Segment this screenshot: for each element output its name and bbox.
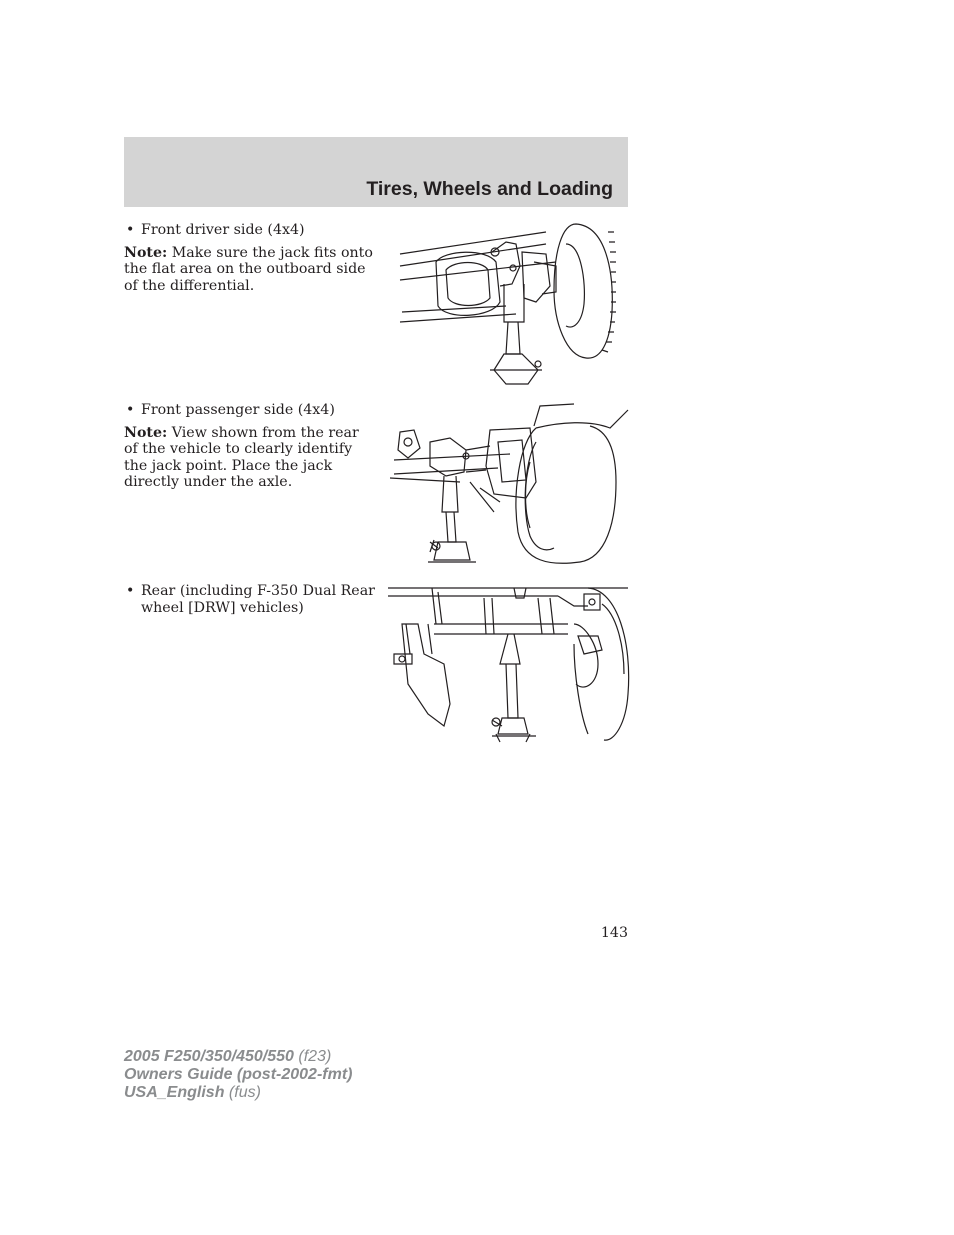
section-title: Tires, Wheels and Loading (366, 178, 613, 200)
footer-line-2: Owners Guide (post-2002-fmt) (124, 1066, 353, 1083)
bullet-front-passenger: • Front passenger side (4x4) (124, 402, 376, 419)
figure-rear-jack (388, 584, 632, 746)
jack-under-front-passenger-axle-icon (390, 402, 630, 568)
figure-front-passenger-jack (390, 402, 630, 568)
note-front-passenger (124, 425, 376, 491)
bullet-rear: • Rear (including F-350 Dual Rear wheel [DRW] vehicles) (124, 583, 376, 616)
section-rear (124, 583, 376, 622)
bullet-front-driver: • Front driver side (4x4) (124, 222, 376, 239)
note-text: Make sure the jack fits onto the flat area on the outboard side of the differential. (124, 244, 373, 294)
jack-under-front-driver-differential-icon (396, 222, 618, 390)
section-header-band (124, 137, 628, 207)
jack-under-rear-axle-icon (388, 584, 632, 746)
figure-front-driver-jack (396, 222, 618, 390)
section-front-passenger (124, 402, 376, 491)
note-text: View shown from the rear of the vehicle to clearly identify the jack point. Place the jack directly under the axle. (124, 424, 359, 490)
footer-line-1: 2005 F250/350/450/550 (f23) (124, 1048, 332, 1065)
document-footer (124, 1048, 352, 1102)
note-label: Note: (124, 424, 168, 441)
note-label: Note: (124, 244, 168, 261)
page-number: 143 (600, 925, 628, 941)
footer-line-3: USA_English (fus) (124, 1084, 261, 1101)
section-front-driver (124, 222, 376, 294)
note-front-driver (124, 245, 376, 295)
